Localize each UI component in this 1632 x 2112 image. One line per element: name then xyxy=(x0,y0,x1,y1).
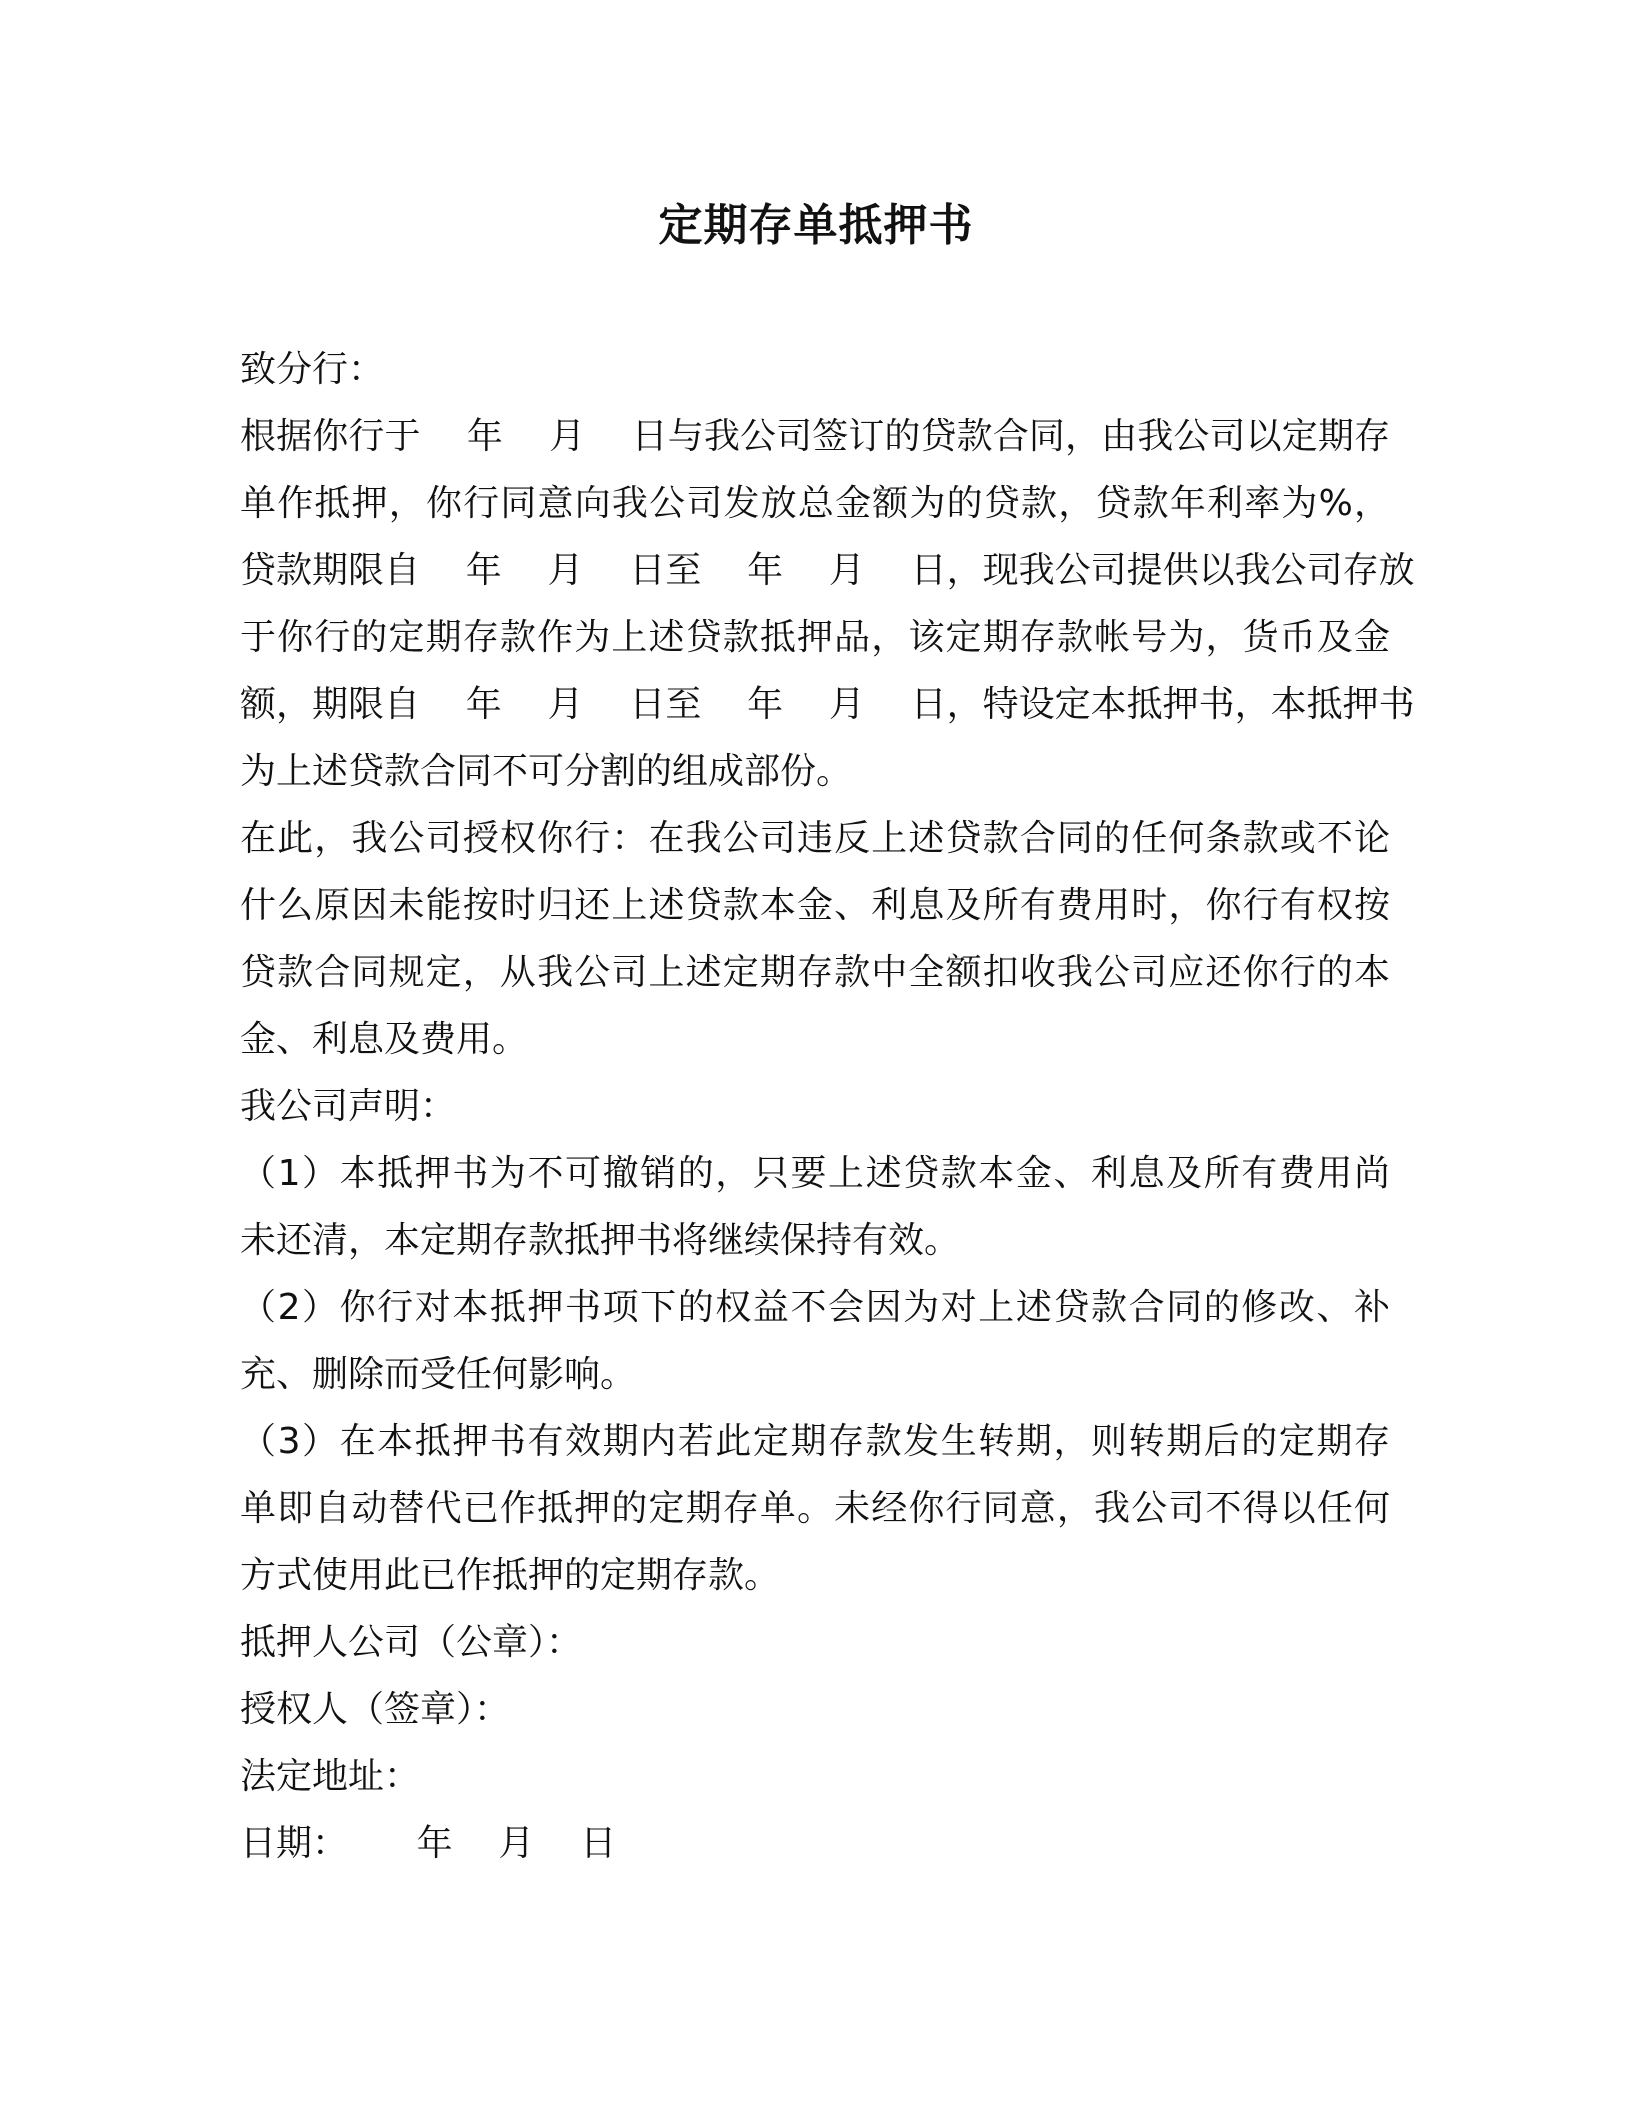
body-line: 为上述贷款合同不可分割的组成部份。 xyxy=(240,751,853,792)
document-title: 定期存单抵押书 xyxy=(658,200,974,251)
clause-line: 单即自动替代已作抵押的定期存单。未经你行同意，我公司不得以任何 xyxy=(240,1488,1390,1529)
body-line: 单作抵押，你行同意向我公司发放总金额为的贷款，贷款年利率为%， xyxy=(240,483,1390,524)
clause-line: （1）本抵押书为不可撤销的，只要上述贷款本金、利息及所有费用尚 xyxy=(240,1153,1390,1194)
date-field: 日期： 年 月 日 xyxy=(240,1823,617,1864)
clause-line: （3）在本抵押书有效期内若此定期存款发生转期，则转期后的定期存 xyxy=(240,1421,1390,1462)
clause-line: （2）你行对本抵押书项下的权益不会因为对上述贷款合同的修改、补 xyxy=(240,1287,1390,1328)
body-line: 在此，我公司授权你行：在我公司违反上述贷款合同的任何条款或不论 xyxy=(240,818,1390,859)
body-line: 贷款期限自 年 月 日至 年 月 日，现我公司提供以我公司存放 xyxy=(240,550,1415,591)
body-line: 根据你行于 年 月 日与我公司签订的贷款合同，由我公司以定期存 xyxy=(240,416,1390,457)
body-line: 额，期限自 年 月 日至 年 月 日，特设定本抵押书，本抵押书 xyxy=(240,684,1415,725)
body-line: 什么原因未能按时归还上述贷款本金、利息及所有费用时，你行有权按 xyxy=(240,885,1390,926)
body-line: 于你行的定期存款作为上述贷款抵押品，该定期存款帐号为，货币及金 xyxy=(240,617,1390,658)
legal-address-field: 法定地址： xyxy=(240,1756,421,1797)
document-body xyxy=(240,336,1415,1877)
salutation-line: 致分行： xyxy=(240,349,385,390)
mortgagor-seal-field: 抵押人公司（公章）： xyxy=(240,1622,583,1663)
clause-line: 未还清，本定期存款抵押书将继续保持有效。 xyxy=(240,1220,961,1261)
clause-line: 充、删除而受任何影响。 xyxy=(240,1354,637,1395)
body-line: 贷款合同规定，从我公司上述定期存款中全额扣收我公司应还你行的本 xyxy=(240,952,1390,993)
clause-line: 方式使用此已作抵押的定期存款。 xyxy=(240,1555,781,1596)
declaration-heading: 我公司声明： xyxy=(240,1086,457,1127)
body-line: 金、利息及费用。 xyxy=(240,1019,529,1060)
authorized-signature-field: 授权人（签章）： xyxy=(240,1689,511,1730)
